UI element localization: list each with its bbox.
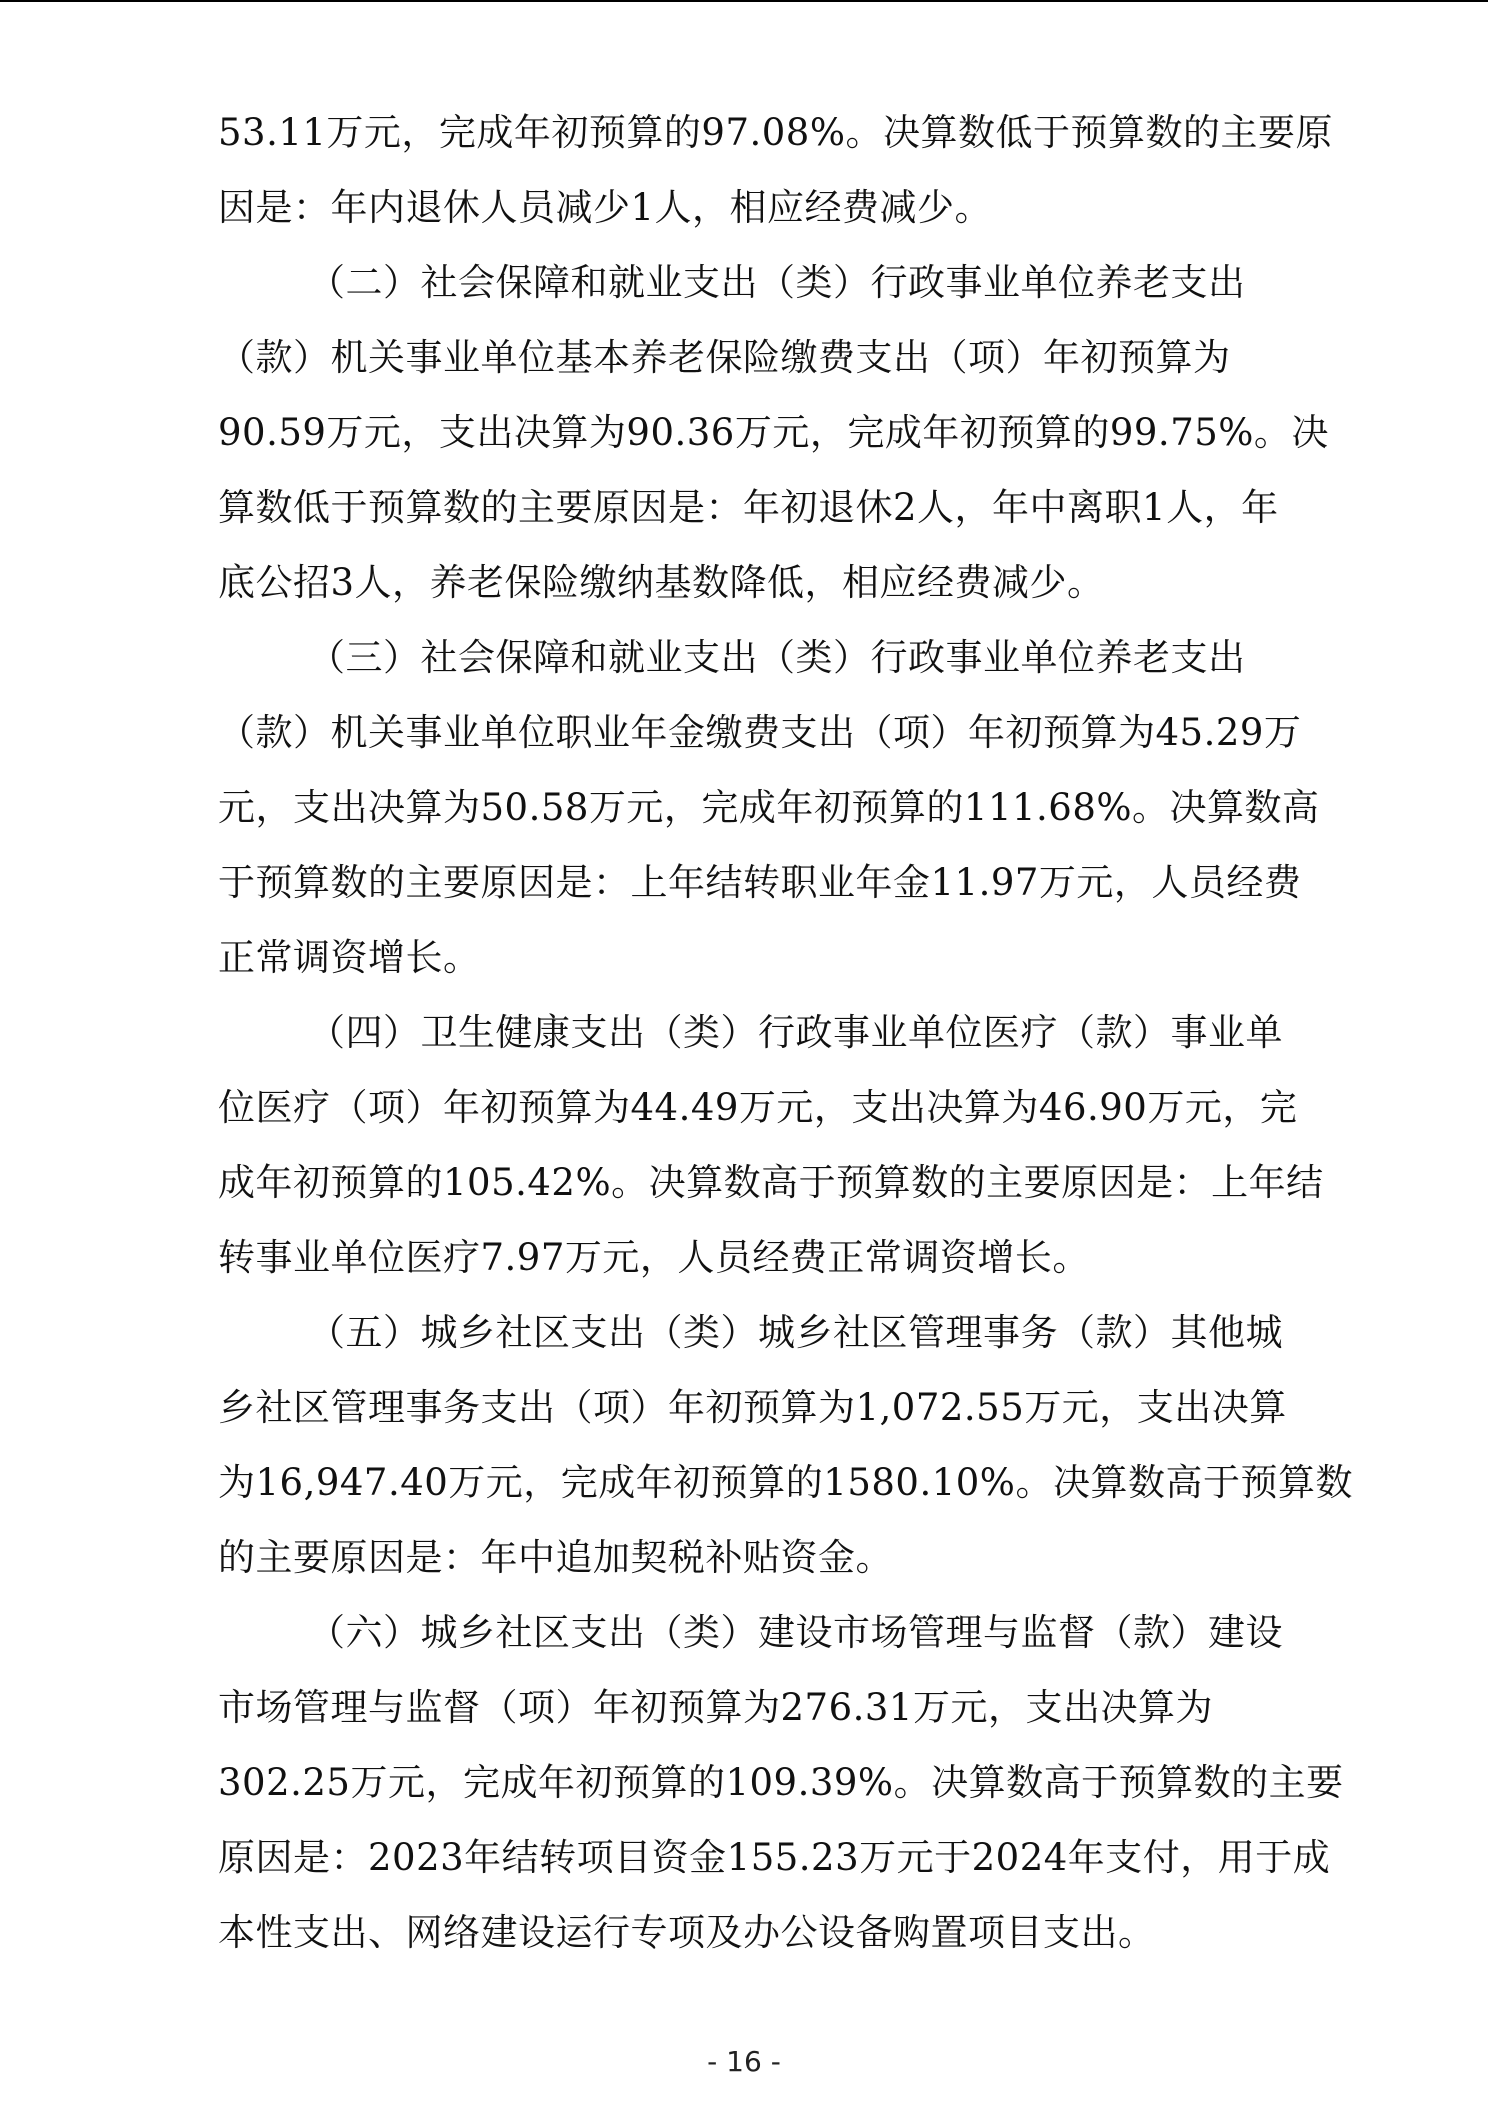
text-line: 90.59万元，支出决算为90.36万元，完成年初预算的99.75%。决	[218, 411, 1329, 454]
paragraph-heading-line: （四）卫生健康支出（类）行政事业单位医疗（款）事业单	[308, 1011, 1283, 1054]
paragraph-heading-line: （五）城乡社区支出（类）城乡社区管理事务（款）其他城	[308, 1311, 1283, 1354]
text-line: 为16,947.40万元，完成年初预算的1580.10%。决算数高于预算数	[218, 1461, 1353, 1504]
text-line: 位医疗（项）年初预算为44.49万元，支出决算为46.90万元，完	[218, 1086, 1298, 1129]
text-line: 乡社区管理事务支出（项）年初预算为1,072.55万元，支出决算	[218, 1386, 1287, 1429]
text-line: 底公招3人，养老保险缴纳基数降低，相应经费减少。	[218, 561, 1105, 604]
text-line: 正常调资增长。	[218, 936, 481, 979]
paragraph-heading-line: （三）社会保障和就业支出（类）行政事业单位养老支出	[308, 636, 1246, 679]
document-body	[218, 95, 1353, 1970]
paragraph-heading-line: （六）城乡社区支出（类）建设市场管理与监督（款）建设	[308, 1611, 1283, 1654]
paragraph-heading-line: （二）社会保障和就业支出（类）行政事业单位养老支出	[308, 261, 1246, 304]
page-number: - 16 -	[707, 2045, 781, 2078]
text-line: 53.11万元，完成年初预算的97.08%。决算数低于预算数的主要原	[218, 111, 1334, 154]
text-line: 转事业单位医疗7.97万元，人员经费正常调资增长。	[218, 1236, 1090, 1279]
text-line: 市场管理与监督（项）年初预算为276.31万元，支出决算为	[218, 1686, 1213, 1729]
text-line: 302.25万元，完成年初预算的109.39%。决算数高于预算数的主要	[218, 1761, 1344, 1804]
text-line: 因是：年内退休人员减少1人，相应经费减少。	[218, 186, 993, 229]
text-line: 算数低于预算数的主要原因是：年初退休2人，年中离职1人，年	[218, 486, 1279, 529]
text-line: 原因是：2023年结转项目资金155.23万元于2024年支付，用于成	[218, 1836, 1331, 1879]
text-line: 于预算数的主要原因是：上年结转职业年金11.97万元，人员经费	[218, 861, 1302, 904]
text-line: 元，支出决算为50.58万元，完成年初预算的111.68%。决算数高	[218, 786, 1320, 829]
text-line: （款）机关事业单位基本养老保险缴费支出（项）年初预算为	[218, 336, 1231, 379]
text-line: （款）机关事业单位职业年金缴费支出（项）年初预算为45.29万	[218, 711, 1302, 754]
text-line: 的主要原因是：年中追加契税补贴资金。	[218, 1536, 893, 1579]
text-line: 成年初预算的105.42%。决算数高于预算数的主要原因是：上年结	[218, 1161, 1324, 1204]
page-top-border	[0, 0, 1488, 2]
text-line: 本性支出、网络建设运行专项及办公设备购置项目支出。	[218, 1911, 1156, 1954]
